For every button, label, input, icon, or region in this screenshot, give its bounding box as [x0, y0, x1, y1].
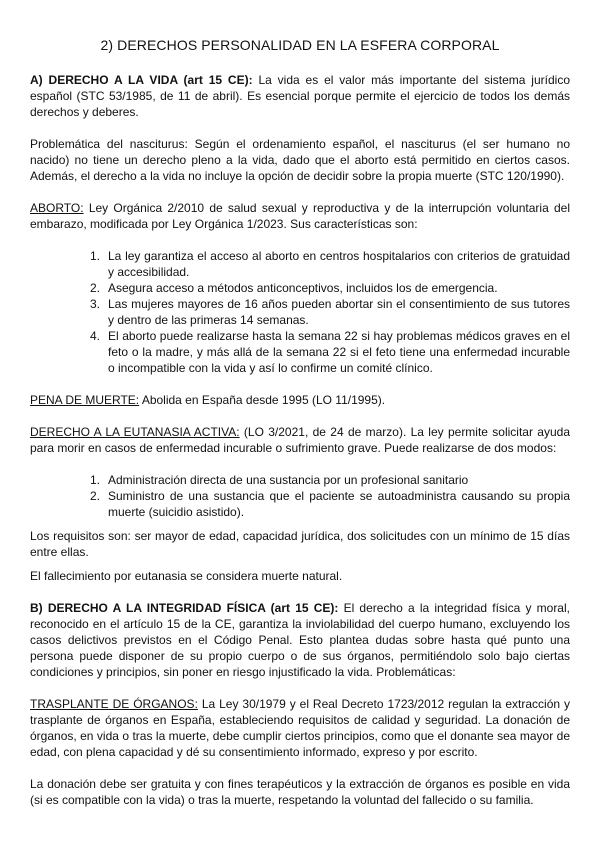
list-item-number: 1.: [90, 249, 101, 263]
section-b-text: El derecho a la integridad física y moral, reconocido en el artículo 15 de la CE, garantiza la inviolabilidad del cuerpo humano, excluyendo los casos delictivos previstos en el Código Penal. Esto plantea dudas sobre hasta qué punto una persona puede disponer de su propio cuerpo o de sus órganos, permitiéndolo solo bajo ciertas condiciones y principios, sin poner en riesgo injustificado la vida. Problemáticas:: [30, 601, 570, 679]
aborto-label: ABORTO:: [30, 201, 84, 215]
list-item: [90, 328, 570, 376]
section-a-paragraph: [30, 72, 570, 120]
list-item: [90, 488, 570, 520]
pena-muerte-label: PENA DE MUERTE:: [30, 393, 140, 407]
eutanasia-label: DERECHO A LA EUTANASIA ACTIVA:: [30, 425, 240, 439]
list-item-number: 3.: [90, 297, 101, 311]
pena-muerte-text: Abolida en España desde 1995 (LO 11/1995).: [139, 393, 386, 407]
section-b-paragraph: [30, 600, 570, 680]
nasciturus-paragraph: Problemática del nasciturus: Según el ordenamiento español, el nasciturus (el ser humano no nacido) no tiene un derecho pleno a la vida, dado que el aborto está permitido en ciertos casos. Además, el derecho a la vida no incluye la opción de decidir sobre la propia muerte (STC 120/1990).: [30, 137, 570, 183]
list-item-text: Las mujeres mayores de 16 años pueden abortar sin el consentimiento de sus tutores y dentro de las primeras 14 semanas.: [108, 297, 570, 327]
donacion-paragraph: La donación debe ser gratuita y con fines terapéuticos y la extracción de órganos es posible en vida (si es compatible con la vida) o tras la muerte, respetando la voluntad del fallecido o su familia.: [30, 777, 570, 807]
list-item-number: 4.: [90, 329, 101, 343]
list-item-text: Suministro de una sustancia que el paciente se autoadministra causando su propia muerte (suicidio asistido).: [108, 489, 570, 519]
list-item: [90, 296, 570, 328]
requisitos-paragraph: Los requisitos son: ser mayor de edad, capacidad jurídica, dos solicitudes con un mínimo de 15 días entre ellas.: [30, 529, 570, 559]
section-a-text: La vida es el valor más importante del sistema jurídico español (STC 53/1985, de 11 de abril). Es esencial porque permite el ejercicio de todos los demás derechos y deberes.: [30, 73, 570, 119]
list-item-text: La ley garantiza el acceso al aborto en centros hospitalarios con criterios de gratuidad y accesibilidad.: [108, 249, 570, 279]
list-item: [90, 248, 570, 280]
page-title: 2) DERECHOS PERSONALIDAD EN LA ESFERA CORPORAL: [100, 37, 500, 53]
list-item: [90, 472, 570, 488]
trasplante-label: TRASPLANTE DE ÓRGANOS:: [30, 697, 198, 711]
trasplante-text: La Ley 30/1979 y el Real Decreto 1723/2012 regulan la extracción y trasplante de órganos en España, estableciendo requisitos de calidad y seguridad. La donación de órganos, en vida o tras la muerte, debe cumplir ciertos principios, como que el donante sea mayor de edad, con plena capacidad y dé su consentimiento informado, expreso y por escrito.: [30, 697, 571, 759]
eutanasia-paragraph: [30, 424, 570, 456]
aborto-list: [90, 248, 570, 376]
fallecimiento-paragraph: El fallecimiento por eutanasia se considera muerte natural.: [30, 569, 343, 583]
pena-muerte-paragraph: [30, 392, 570, 408]
list-item-number: 2.: [90, 489, 101, 503]
list-item-number: 1.: [90, 473, 101, 487]
list-item-text: Asegura acceso a métodos anticonceptivos, incluidos los de emergencia.: [108, 281, 498, 295]
list-item-number: 2.: [90, 281, 101, 295]
list-item-text: Administración directa de una sustancia por un profesional sanitario: [108, 473, 469, 487]
list-item: [90, 280, 570, 296]
section-b-heading: B) DERECHO A LA INTEGRIDAD FÍSICA (art 15 CE):: [30, 601, 339, 615]
list-item-text: El aborto puede realizarse hasta la semana 22 si hay problemas médicos graves en el feto o la madre, y más allá de la semana 22 si el feto tiene una enfermedad incurable o incompatible con la vida y así lo confirme un comité clínico.: [108, 329, 570, 375]
trasplante-paragraph: [30, 696, 570, 760]
aborto-paragraph: [30, 200, 570, 232]
eutanasia-list: [90, 472, 570, 520]
section-a-heading: A) DERECHO A LA VIDA (art 15 CE):: [30, 73, 253, 87]
eutanasia-text: (LO 3/2021, de 24 de marzo). La ley permite solicitar ayuda para morir en casos de enfermedad incurable o sufrimiento grave. Puede realizarse de dos modos:: [30, 425, 571, 455]
aborto-text: Ley Orgánica 2/2010 de salud sexual y reproductiva y de la interrupción voluntaria del embarazo, modificada por Ley Orgánica 1/2023. Sus características son:: [30, 201, 570, 231]
